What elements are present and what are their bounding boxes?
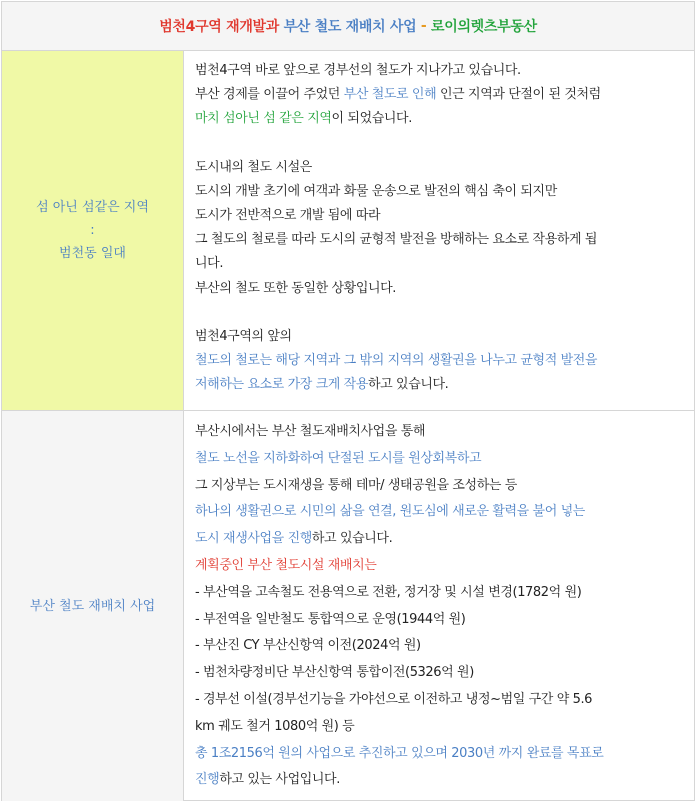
row-label-line: 부산 철도 재배치 사업	[29, 598, 156, 614]
row-label-rail-relocation	[2, 411, 184, 801]
paragraph-line: 부산시에서는 부산 철도재배치사업을 통해	[195, 424, 426, 439]
row-content-isolated-area	[184, 51, 694, 410]
text-run: 하고 있는 사업입니다.	[219, 772, 340, 788]
paragraph-line	[195, 373, 684, 397]
paragraph-line: 도시가 전반적으로 개발 됨에 따라	[195, 208, 381, 224]
row-label-line: 범천동 일대	[59, 246, 126, 261]
text-run: 이 되었습니다.	[331, 111, 412, 127]
table-row-rail-relocation	[2, 411, 694, 801]
text-run: 하고 있습니다.	[311, 531, 393, 547]
table-title	[2, 2, 694, 51]
list-item: - 부산역을 고속철도 전용역으로 전환, 정거장 및 시설 변경(1782억 원)	[195, 584, 582, 600]
highlight-line: 철도 노선을 지하화하여 단절된 도시를 원상회복하고	[195, 450, 482, 466]
text-run: 인근 지역과 단절이 된 것처럼	[439, 87, 601, 103]
paragraph-line	[195, 526, 684, 553]
list-item: - 부산진 CY 부산신항역 이전(2024억 원)	[195, 638, 421, 654]
paragraph-line: 범천4구역의 앞의	[195, 328, 292, 344]
paragraph-line: 그 지상부는 도시재생을 통해 테마/ 생태공원을 조성하는 등	[195, 477, 517, 493]
highlight-text: 진행	[195, 772, 220, 788]
paragraph-line	[195, 83, 684, 107]
table-row-isolated-area	[2, 51, 694, 411]
highlight-line: 총 1조2156억 원의 사업으로 추진하고 있으며 2030년 까지 완료를 목표로	[195, 745, 604, 761]
text-run: 하고 있습니다.	[367, 377, 449, 393]
list-item-continuation: km 궤도 철거 1080억 원) 등	[195, 718, 355, 734]
paragraph-line: 도시의 개발 초기에 여객과 화물 운송으로 발전의 핵심 축이 되지만	[195, 183, 557, 199]
paragraph-line	[195, 767, 684, 794]
list-item: - 범천차량정비단 부산신항역 통합이전(5326억 원)	[195, 665, 474, 681]
highlight-text: 부산 철도로 인해	[343, 87, 437, 103]
highlight-line: 계획중인 부산 철도시설 재배치는	[195, 557, 377, 573]
list-item: - 경부선 이설(경부선기능을 가야선으로 이전하고 냉정~범일 구간 약 5.6	[195, 691, 593, 707]
paragraph-line: 도시내의 철도 시설은	[195, 159, 312, 175]
paragraph-line: 범천4구역 바로 앞으로 경부선의 철도가 지나가고 있습니다.	[195, 63, 521, 78]
highlight-text: 도시 재생사업을 진행	[195, 531, 312, 547]
highlight-text: 저해하는 요소로 가장 크게 작용	[195, 377, 368, 393]
highlight-line: 철도의 철로는 해당 지역과 그 밖의 지역의 생활권을 나누고 균형적 발전을	[195, 353, 598, 369]
list-item: - 부전역을 일반철도 통합역으로 운영(1944억 원)	[195, 611, 466, 627]
highlight-line: 하나의 생활권으로 시민의 삶을 연결, 원도심에 새로운 활력을 불어 넣는	[195, 504, 585, 520]
title-part3: 로이의렛츠부동산	[431, 19, 537, 35]
row-label-line: 섬 아닌 섬같은 지역	[36, 200, 149, 215]
title-part1: 범천4구역 재개발과	[159, 19, 279, 35]
paragraph-line: 니다.	[195, 256, 224, 272]
paragraph-line	[195, 107, 684, 131]
paragraph-line: 부산의 철도 또한 동일한 상황입니다.	[195, 280, 397, 296]
row-content-rail-relocation	[184, 411, 694, 801]
text-run: 부산 경제를 이끌어 주었던	[195, 87, 340, 103]
row-label-line: :	[90, 223, 95, 238]
blank-line	[195, 132, 684, 156]
blank-line	[195, 301, 684, 325]
paragraph-line: 그 철도의 철로를 따라 도시의 균형적 발전을 방해하는 요소로 작용하게 됩	[195, 232, 598, 248]
info-table	[1, 1, 695, 801]
title-part2: 부산 철도 재배치 사업	[283, 19, 417, 35]
title-separator: -	[420, 18, 427, 34]
highlight-text: 마치 섬아닌 섬 같은 지역	[195, 111, 332, 127]
row-label-isolated-area	[2, 51, 184, 410]
